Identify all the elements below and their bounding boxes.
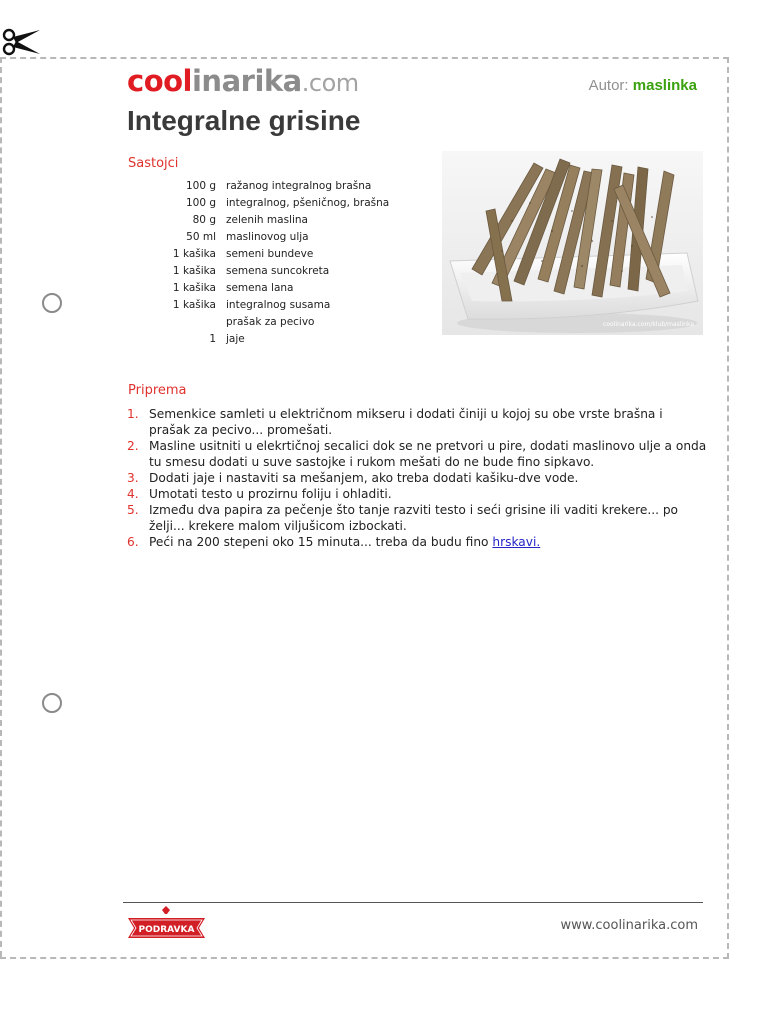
ingredient-row [128, 212, 428, 229]
cut-line-left [0, 57, 2, 957]
ingredient-name: integralnog, pšeničnog, brašna [226, 197, 390, 209]
step-text: Umotati testo u prozirnu foliju i ohladiti. [149, 487, 392, 501]
step-item [127, 534, 707, 550]
grissini-illustration [442, 151, 703, 335]
step-number: 4. [127, 487, 139, 501]
logo-part-inarika: inarika [191, 64, 302, 98]
ingredient-row [128, 246, 428, 263]
ingredients-list [128, 178, 428, 348]
step-item [127, 470, 707, 486]
author-label: Autor: [588, 77, 629, 94]
step-number: 2. [127, 439, 139, 453]
logo-part-domain: .com [301, 69, 359, 97]
ingredient-row [128, 280, 428, 297]
step-item [127, 502, 707, 534]
footer-divider [123, 902, 703, 903]
step-text: Između dva papira za pečenje što tanje razviti testo i seći grisine ili vaditi krekere... po želji... krekere malom viljušicom izbockati. [149, 503, 679, 533]
step-item [127, 438, 707, 470]
podravka-logo-text: PODRAVKA [138, 925, 195, 935]
ingredient-quantity: 1 [209, 333, 216, 345]
footer-url[interactable]: www.coolinarika.com [560, 918, 698, 933]
ingredient-name: integralnog susama [226, 299, 331, 311]
punch-hole-icon [42, 293, 62, 313]
step-text-content: Peći na 200 stepeni oko 15 minuta... treba da budu fino [149, 535, 493, 549]
author-line [589, 77, 697, 94]
recipe-photo [442, 151, 703, 335]
ingredient-quantity: 1 kašika [172, 265, 216, 277]
ingredient-row [128, 263, 428, 280]
step-text: Semenkice samleti u električnom mikseru i dodati činiji u kojoj su obe vrste brašna i prašak za pecivo... promešati. [149, 407, 663, 437]
step-item [127, 406, 707, 438]
step-number: 6. [127, 535, 139, 549]
step-number: 5. [127, 503, 139, 517]
ingredient-quantity: 100 g [185, 180, 216, 192]
ingredient-row [128, 229, 428, 246]
site-logo[interactable] [127, 64, 359, 98]
ingredient-quantity: 50 ml [186, 231, 216, 243]
preparation-heading: Priprema [128, 383, 187, 398]
step-text: Dodati jaje i nastaviti sa mešanjem, ako treba dodati kašiku-dve vode. [149, 471, 579, 485]
step-number: 1. [127, 407, 139, 421]
ingredient-name: ražanog integralnog brašna [226, 180, 372, 192]
ingredient-row [128, 314, 428, 331]
ingredient-quantity: 1 kašika [172, 299, 216, 311]
ingredient-row [128, 195, 428, 212]
ingredient-quantity: 80 g [192, 214, 216, 226]
logo-part-cool: cool [127, 64, 192, 98]
step-number: 3. [127, 471, 139, 485]
step-text: Masline usitniti u elekrtičnoj secalici dok se ne pretvori u pire, dodati maslinovo ulje a onda tu smesu dodati u suve sastojke i rukom mešati do ne bude fino sipkavo. [149, 439, 707, 469]
ingredient-row [128, 297, 428, 314]
ingredient-name: zelenih maslina [226, 214, 308, 226]
recipe-title: Integralne grisine [127, 105, 361, 136]
podravka-logo[interactable] [126, 906, 207, 942]
ingredient-name: jaje [226, 333, 245, 345]
ingredient-quantity: 1 kašika [172, 282, 216, 294]
ingredient-row [128, 331, 428, 348]
ingredient-name: semeni bundeve [226, 248, 314, 260]
ingredient-name: prašak za pecivo [226, 316, 315, 328]
photo-watermark: coolinarika.com/klub/maslinka [603, 321, 694, 328]
ingredient-name: semena lana [226, 282, 294, 294]
ingredients-heading: Sastojci [128, 156, 179, 171]
scissors-icon [2, 26, 42, 60]
ingredient-name: semena suncokreta [226, 265, 330, 277]
ingredient-quantity: 100 g [185, 197, 216, 209]
punch-hole-icon [42, 693, 62, 713]
step-item [127, 486, 707, 502]
ingredient-quantity [128, 314, 226, 331]
author-name[interactable]: maslinka [632, 77, 697, 94]
ingredient-row [128, 178, 428, 195]
ingredient-name: maslinovog ulja [226, 231, 309, 243]
crispy-link[interactable]: hrskavi. [492, 535, 541, 549]
preparation-steps [127, 406, 707, 550]
step-text [149, 534, 540, 550]
ingredient-quantity: 1 kašika [172, 248, 216, 260]
